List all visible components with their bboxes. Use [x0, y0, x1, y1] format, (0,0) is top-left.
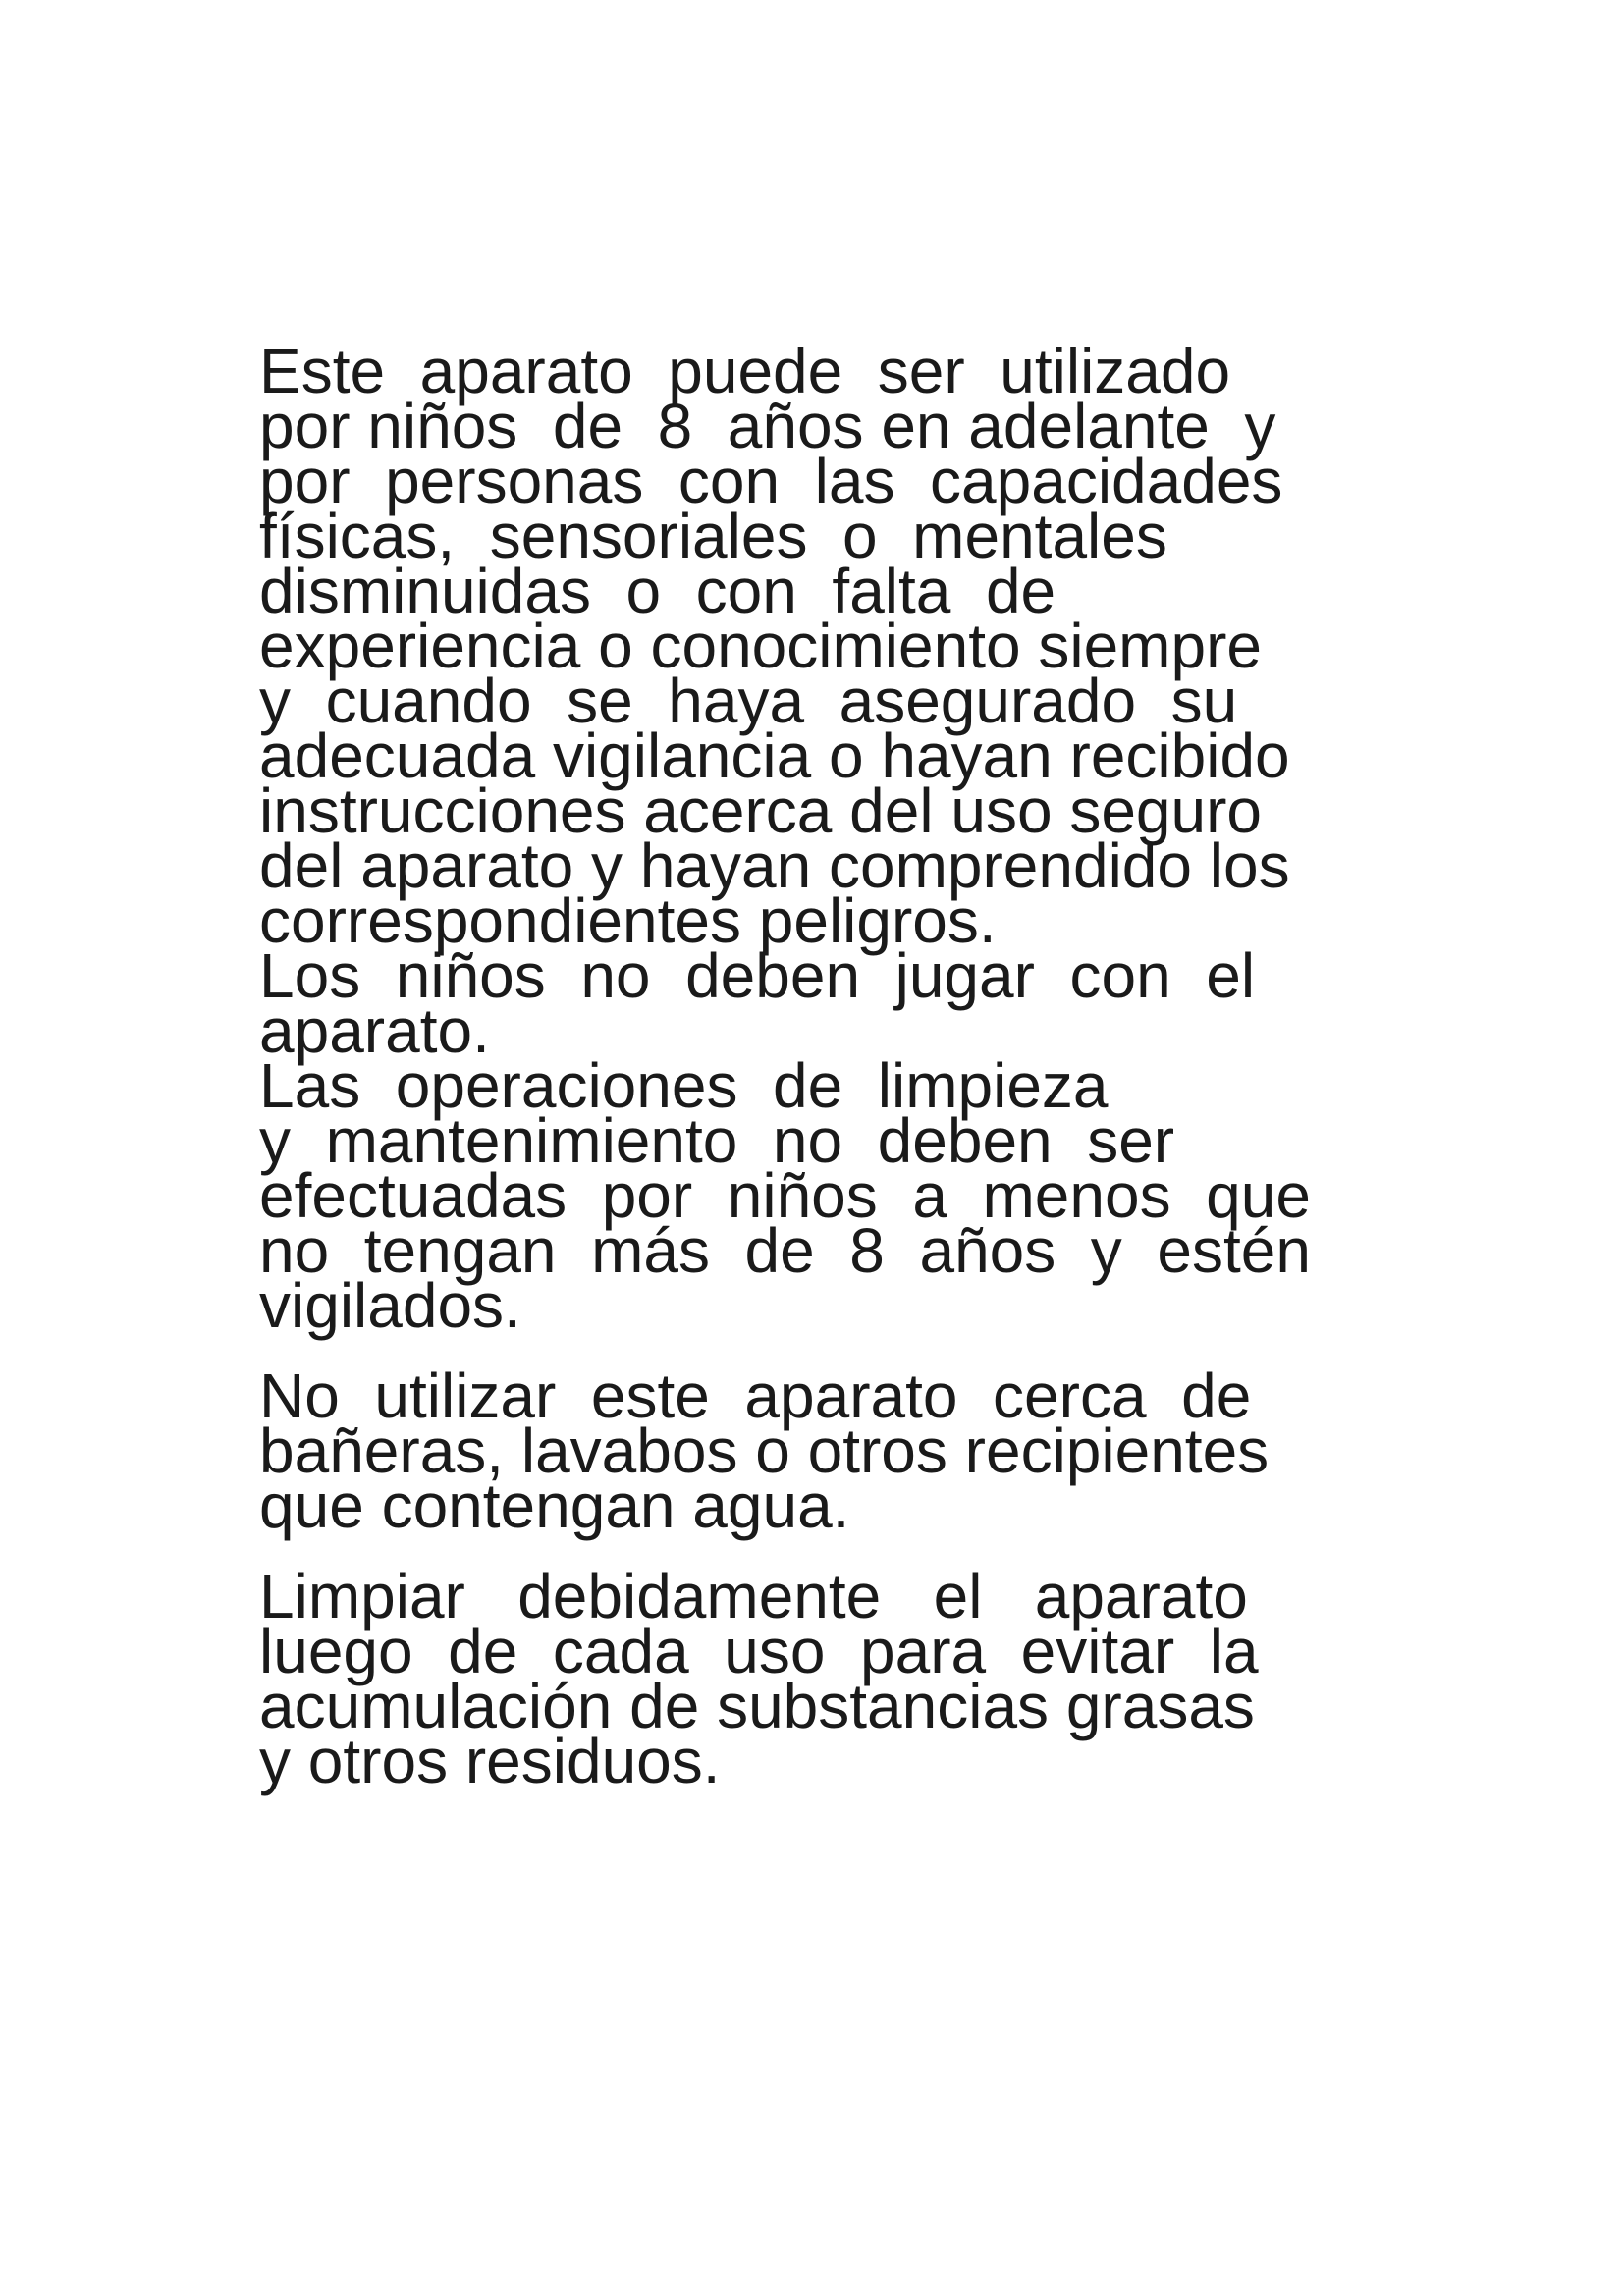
text-line: efectuadas por niños a menos que	[259, 1160, 1311, 1231]
text-line: No utilizar este aparato cerca de	[259, 1361, 1252, 1431]
paragraph-2	[259, 1361, 1437, 1541]
text-line: del aparato y hayan comprendido los	[259, 830, 1290, 901]
text-line: Limpiar debidamente el aparato	[259, 1561, 1248, 1631]
text-line: aparato.	[259, 995, 490, 1066]
text-line: y mantenimiento no deben ser	[259, 1105, 1175, 1176]
instructions-text	[259, 336, 1437, 1796]
text-line: acumulación de substancias grasas	[259, 1671, 1255, 1741]
text-line: Los niños no deben jugar con el	[259, 940, 1256, 1011]
text-line: y otros residuos.	[259, 1726, 721, 1796]
text-line: por niños de 8 años en adelante y	[259, 391, 1276, 461]
text-line: adecuada vigilancia o hayan recibido	[259, 721, 1290, 791]
text-line: luego de cada uso para evitar la	[259, 1616, 1259, 1686]
text-line: disminuidas o con falta de	[259, 556, 1056, 626]
paragraph-1	[259, 336, 1437, 1341]
text-line: bañeras, lavabos o otros recipientes	[259, 1415, 1270, 1486]
text-line: no tengan más de 8 años y estén	[259, 1215, 1311, 1286]
text-line: Este aparato puede ser utilizado	[259, 336, 1231, 406]
text-line: físicas, sensoriales o mentales	[259, 501, 1167, 571]
text-line: correspondientes peligros.	[259, 885, 997, 956]
text-line: que contengan agua.	[259, 1470, 850, 1541]
text-line: por personas con las capacidades	[259, 446, 1283, 516]
text-line: Las operaciones de limpieza	[259, 1050, 1109, 1121]
text-line: experiencia o conocimiento siempre	[259, 611, 1262, 681]
text-line: y cuando se haya asegurado su	[259, 666, 1238, 736]
text-line: vigilados.	[259, 1270, 521, 1341]
paragraph-3	[259, 1561, 1437, 1796]
text-line: instrucciones acerca del uso seguro	[259, 775, 1262, 846]
